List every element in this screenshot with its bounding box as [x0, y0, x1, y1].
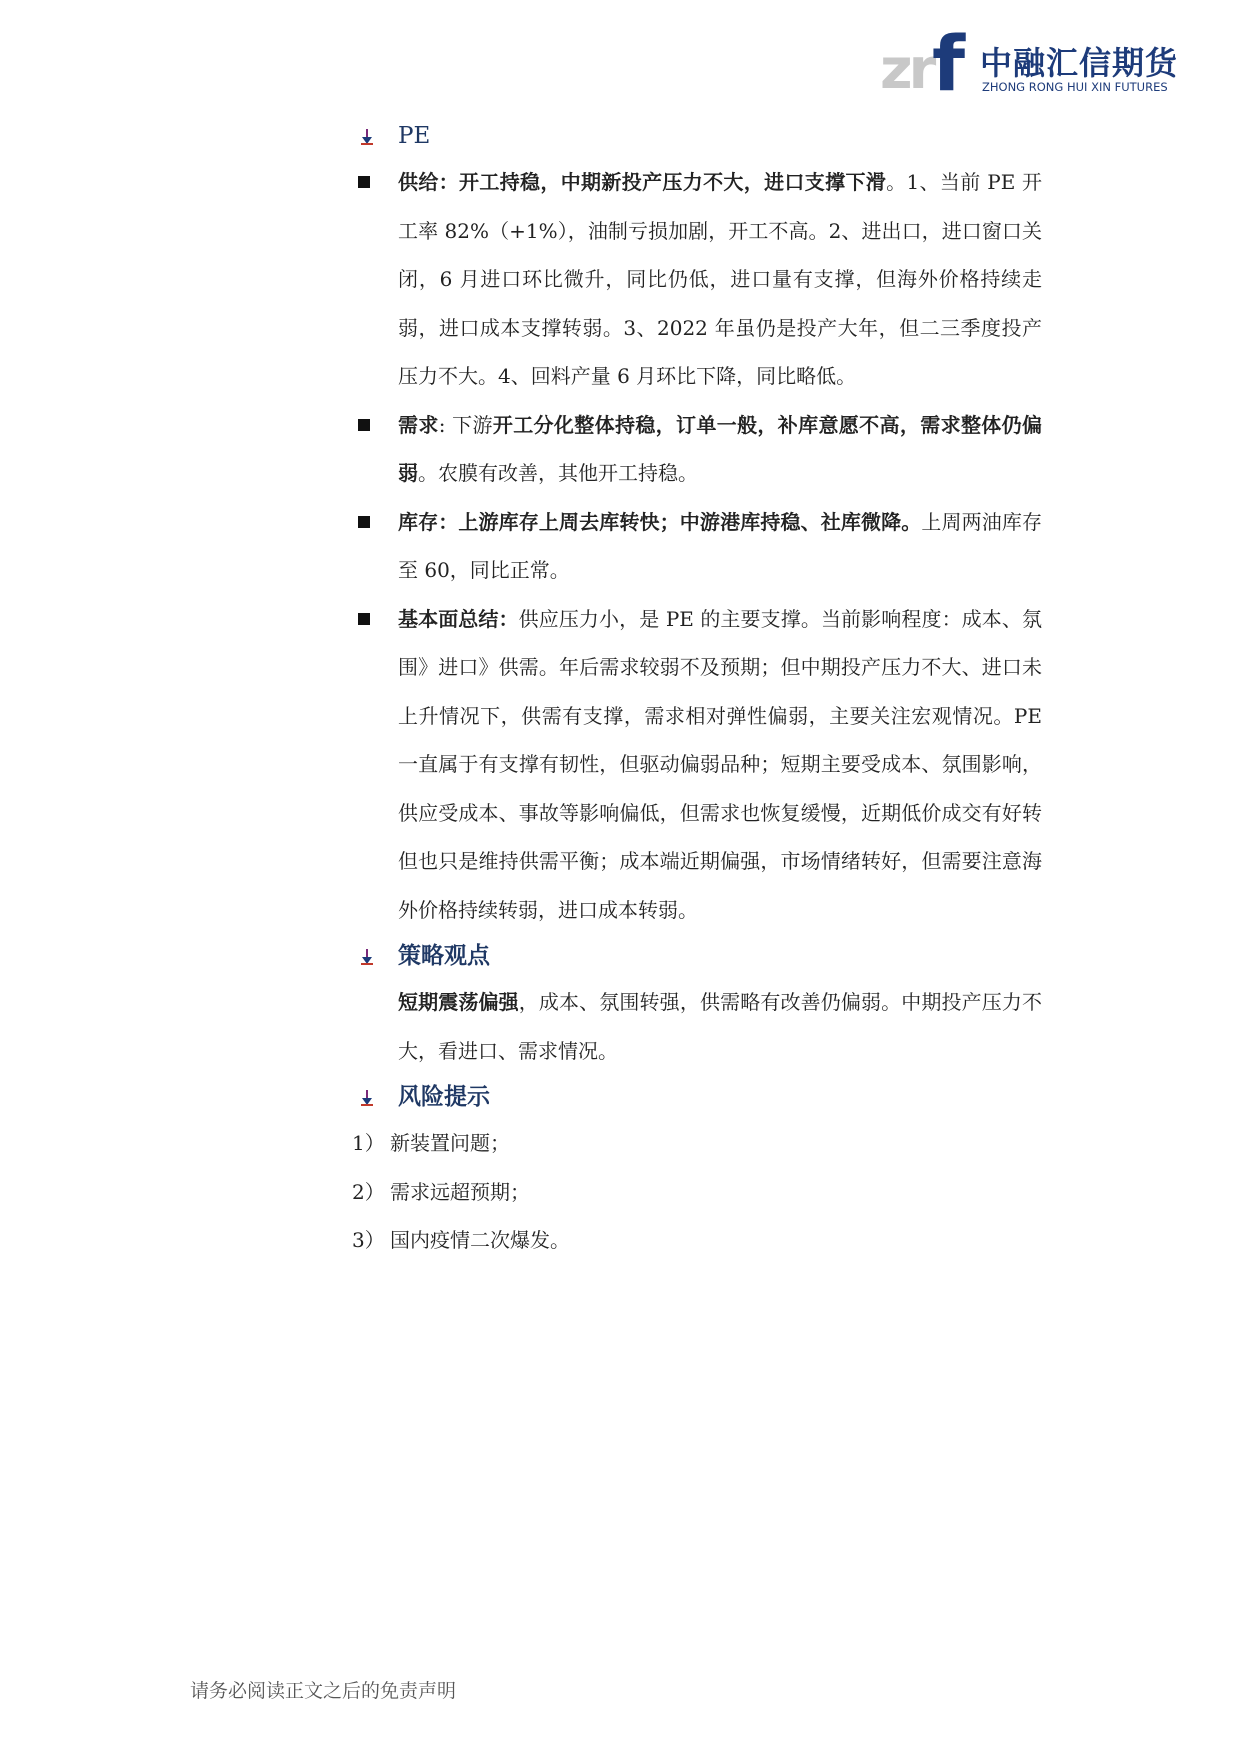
strategy-text: ，成本、氛围转强，供需略有改善仍偏弱。中期投产压力不大，看进口、需求情况。 [398, 990, 1043, 1063]
section-heading-strategy [352, 934, 1042, 978]
arrow-down-bullet-icon [358, 128, 376, 146]
item-text: 。农膜有改善，其他开工持稳。 [418, 461, 698, 485]
square-bullet-icon [358, 516, 370, 528]
item-text: 上周两油库存至 60，同比正常。 [398, 509, 1043, 582]
item-label: 需求 [398, 412, 439, 437]
item-text: : 下游 [438, 412, 493, 437]
item-emphasis: 开工分化整体持稳，订单一般，补库意愿不高，需求整体仍偏弱 [398, 412, 1042, 485]
section-heading-pe [352, 114, 1042, 158]
logo-mark-zr: zr [880, 37, 933, 102]
risk-text: 需求远超预期； [390, 1179, 530, 1204]
list-item-supply [352, 158, 1042, 401]
logo-chinese-name: 中融汇信期货 [980, 44, 1179, 82]
list-item-demand [352, 401, 1042, 498]
list-item-inventory [352, 498, 1042, 595]
risk-number: 1） [352, 1131, 385, 1155]
risk-text: 新装置问题； [390, 1131, 510, 1155]
risk-item [352, 1168, 1042, 1217]
risk-number: 3） [352, 1228, 385, 1252]
item-text: 供应压力小，是 PE 的主要支撑。当前影响程度：成本、氛围》进口》供需。年后需求较弱不及预期；但中期投产压力不大、进口未上升情况下，供需有支撑，需求相对弹性偏弱，主要关注宏观情况。PE 一直属于有支撑有韧性，但驱动偏弱品种；短期主要受成本、氛围影响，供应受成本、事故等影响偏低，但需求也恢复缓慢，近期低价成交有好转但也只是维持供需平衡；成本端近期偏强，市场情绪转好，但需要注意海外价格持续转弱，进口成本转弱。 [398, 606, 1042, 922]
arrow-down-bullet-icon [358, 948, 376, 966]
risk-item [352, 1119, 1042, 1168]
list-item-fundamentals [352, 595, 1042, 935]
disclaimer-footer: 请务必阅读正文之后的免责声明 [190, 1680, 457, 1702]
section-heading-risk [352, 1075, 1042, 1119]
risk-item [352, 1216, 1042, 1265]
square-bullet-icon [358, 613, 370, 625]
arrow-down-bullet-icon [358, 1089, 376, 1107]
section-title: PE [398, 123, 431, 149]
report-body [352, 114, 1042, 1265]
risk-text: 国内疫情二次爆发。 [390, 1228, 570, 1252]
section-title: 策略观点 [398, 942, 490, 969]
logo-mark-f: f [932, 19, 966, 108]
section-title: 风险提示 [398, 1083, 490, 1110]
strategy-emphasis: 短期震荡偏强 [398, 990, 519, 1014]
item-label: 库存：上游库存上周去库转快；中游港库持稳、社库微降。 [398, 509, 922, 534]
item-label: 基本面总结： [398, 606, 519, 631]
strategy-paragraph [352, 978, 1042, 1075]
item-label: 供给：开工持稳，中期新投产压力不大，进口支撑下滑 [398, 170, 887, 194]
risk-number: 2） [352, 1179, 385, 1204]
company-logo [880, 19, 1179, 108]
square-bullet-icon [358, 176, 370, 188]
logo-english-name: ZHONG RONG HUI XIN FUTURES [982, 80, 1168, 94]
item-text: 。1、当前 PE 开工率 82%（+1%），油制亏损加剧，开工不高。2、进出口，进口窗口关闭，6 月进口环比微升，同比仍低，进口量有支撑，但海外价格持续走弱，进口成本支撑转弱。3、2022 年虽仍是投产大年，但二三季度投产压力不大。4、回料产量 6 月环比下降，同比略低。 [398, 170, 1043, 388]
square-bullet-icon [358, 419, 370, 431]
